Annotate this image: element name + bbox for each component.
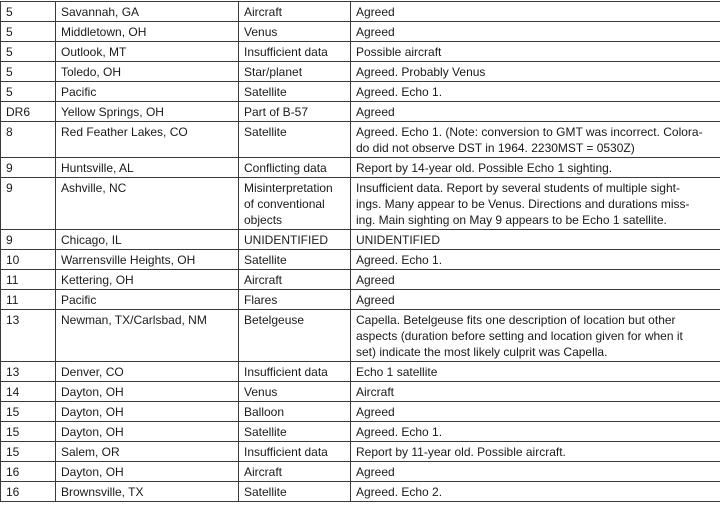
comment-cell: Agreed	[351, 290, 720, 310]
date-cell: 13	[1, 310, 56, 362]
comment-cell: Echo 1 satellite	[351, 362, 720, 382]
date-cell: 9	[1, 230, 56, 250]
comment-cell: Agreed. Echo 2.	[351, 482, 720, 502]
table-row	[1, 158, 720, 178]
comment-cell: Agreed. Echo 1.	[351, 422, 720, 442]
explanation-cell: Conflicting data	[239, 158, 351, 178]
explanation-cell: Aircraft	[239, 270, 351, 290]
location-cell: Huntsville, AL	[56, 158, 239, 178]
location-cell: Red Feather Lakes, CO	[56, 122, 239, 158]
table-row	[1, 270, 720, 290]
table-row	[1, 442, 720, 462]
table-row	[1, 402, 720, 422]
date-cell: 16	[1, 482, 56, 502]
explanation-cell: Venus	[239, 22, 351, 42]
date-cell: 5	[1, 2, 56, 22]
comment-cell: Agreed. Echo 1. (Note: conversion to GMT was incorrect. Colora- do did not observe DST in 1964. 2230MST = 0530Z)	[351, 122, 720, 158]
explanation-cell: Flares	[239, 290, 351, 310]
explanation-cell: Satellite	[239, 422, 351, 442]
comment-cell: Agreed. Echo 1.	[351, 82, 720, 102]
location-cell: Dayton, OH	[56, 382, 239, 402]
comment-cell: Insufficient data. Report by several students of multiple sight- ings. Many appear to be Venus. Directions and durations miss- ing. Main sighting on May 9 appears to be Echo 1 satellite.	[351, 178, 720, 230]
table-row	[1, 250, 720, 270]
table-row	[1, 82, 720, 102]
comment-cell: Agreed	[351, 402, 720, 422]
comment-cell: Agreed	[351, 22, 720, 42]
location-cell: Kettering, OH	[56, 270, 239, 290]
location-cell: Dayton, OH	[56, 402, 239, 422]
explanation-cell: Insufficient data	[239, 442, 351, 462]
date-cell: 15	[1, 402, 56, 422]
date-cell: 5	[1, 42, 56, 62]
location-cell: Outlook, MT	[56, 42, 239, 62]
location-cell: Denver, CO	[56, 362, 239, 382]
explanation-cell: Venus	[239, 382, 351, 402]
table-row	[1, 22, 720, 42]
comment-cell: Report by 14-year old. Possible Echo 1 sighting.	[351, 158, 720, 178]
explanation-cell: Balloon	[239, 402, 351, 422]
location-cell: Pacific	[56, 290, 239, 310]
table-row	[1, 2, 720, 22]
table-row	[1, 382, 720, 402]
table-row	[1, 122, 720, 158]
location-cell: Savannah, GA	[56, 2, 239, 22]
sighting-table	[0, 1, 720, 502]
date-cell: 14	[1, 382, 56, 402]
explanation-cell: Aircraft	[239, 2, 351, 22]
comment-cell: Agreed	[351, 102, 720, 122]
date-cell: 5	[1, 62, 56, 82]
date-cell: 8	[1, 122, 56, 158]
explanation-cell: Insufficient data	[239, 42, 351, 62]
table-row	[1, 422, 720, 442]
date-cell: 11	[1, 270, 56, 290]
comment-cell: Agreed	[351, 2, 720, 22]
table-row	[1, 310, 720, 362]
explanation-cell: Satellite	[239, 122, 351, 158]
explanation-cell: Star/planet	[239, 62, 351, 82]
comment-cell: Agreed. Echo 1.	[351, 250, 720, 270]
explanation-cell: Insufficient data	[239, 362, 351, 382]
date-cell: 16	[1, 462, 56, 482]
location-cell: Middletown, OH	[56, 22, 239, 42]
date-cell: DR6	[1, 102, 56, 122]
date-cell: 5	[1, 82, 56, 102]
date-cell: 15	[1, 442, 56, 462]
location-cell: Toledo, OH	[56, 62, 239, 82]
date-cell: 15	[1, 422, 56, 442]
comment-cell: Capella. Betelgeuse fits one description of location but other aspects (duration before setting and location given for when it set) indicate the most likely culprit was Capella.	[351, 310, 720, 362]
comment-cell: Agreed	[351, 270, 720, 290]
table-row	[1, 462, 720, 482]
comment-cell: Agreed. Probably Venus	[351, 62, 720, 82]
table-row	[1, 178, 720, 230]
location-cell: Ashville, NC	[56, 178, 239, 230]
location-cell: Pacific	[56, 82, 239, 102]
table-row	[1, 290, 720, 310]
explanation-cell: Satellite	[239, 82, 351, 102]
location-cell: Dayton, OH	[56, 422, 239, 442]
location-cell: Warrensville Heights, OH	[56, 250, 239, 270]
date-cell: 10	[1, 250, 56, 270]
comment-cell: Report by 11-year old. Possible aircraft.	[351, 442, 720, 462]
location-cell: Brownsville, TX	[56, 482, 239, 502]
table-row	[1, 62, 720, 82]
explanation-cell: UNIDENTIFIED	[239, 230, 351, 250]
explanation-cell: Betelgeuse	[239, 310, 351, 362]
date-cell: 11	[1, 290, 56, 310]
date-cell: 9	[1, 158, 56, 178]
comment-cell: Possible aircraft	[351, 42, 720, 62]
table-row	[1, 362, 720, 382]
table-row	[1, 230, 720, 250]
date-cell: 13	[1, 362, 56, 382]
explanation-cell: Part of B-57	[239, 102, 351, 122]
location-cell: Chicago, IL	[56, 230, 239, 250]
table-row	[1, 42, 720, 62]
location-cell: Newman, TX/Carlsbad, NM	[56, 310, 239, 362]
table-row	[1, 482, 720, 502]
location-cell: Dayton, OH	[56, 462, 239, 482]
comment-cell: UNIDENTIFIED	[351, 230, 720, 250]
explanation-cell: Misinterpretation of conventional objects	[239, 178, 351, 230]
date-cell: 9	[1, 178, 56, 230]
table-body	[1, 2, 720, 502]
location-cell: Salem, OR	[56, 442, 239, 462]
table-row	[1, 102, 720, 122]
comment-cell: Aircraft	[351, 382, 720, 402]
explanation-cell: Aircraft	[239, 462, 351, 482]
explanation-cell: Satellite	[239, 250, 351, 270]
comment-cell: Agreed	[351, 462, 720, 482]
explanation-cell: Satellite	[239, 482, 351, 502]
location-cell: Yellow Springs, OH	[56, 102, 239, 122]
date-cell: 5	[1, 22, 56, 42]
